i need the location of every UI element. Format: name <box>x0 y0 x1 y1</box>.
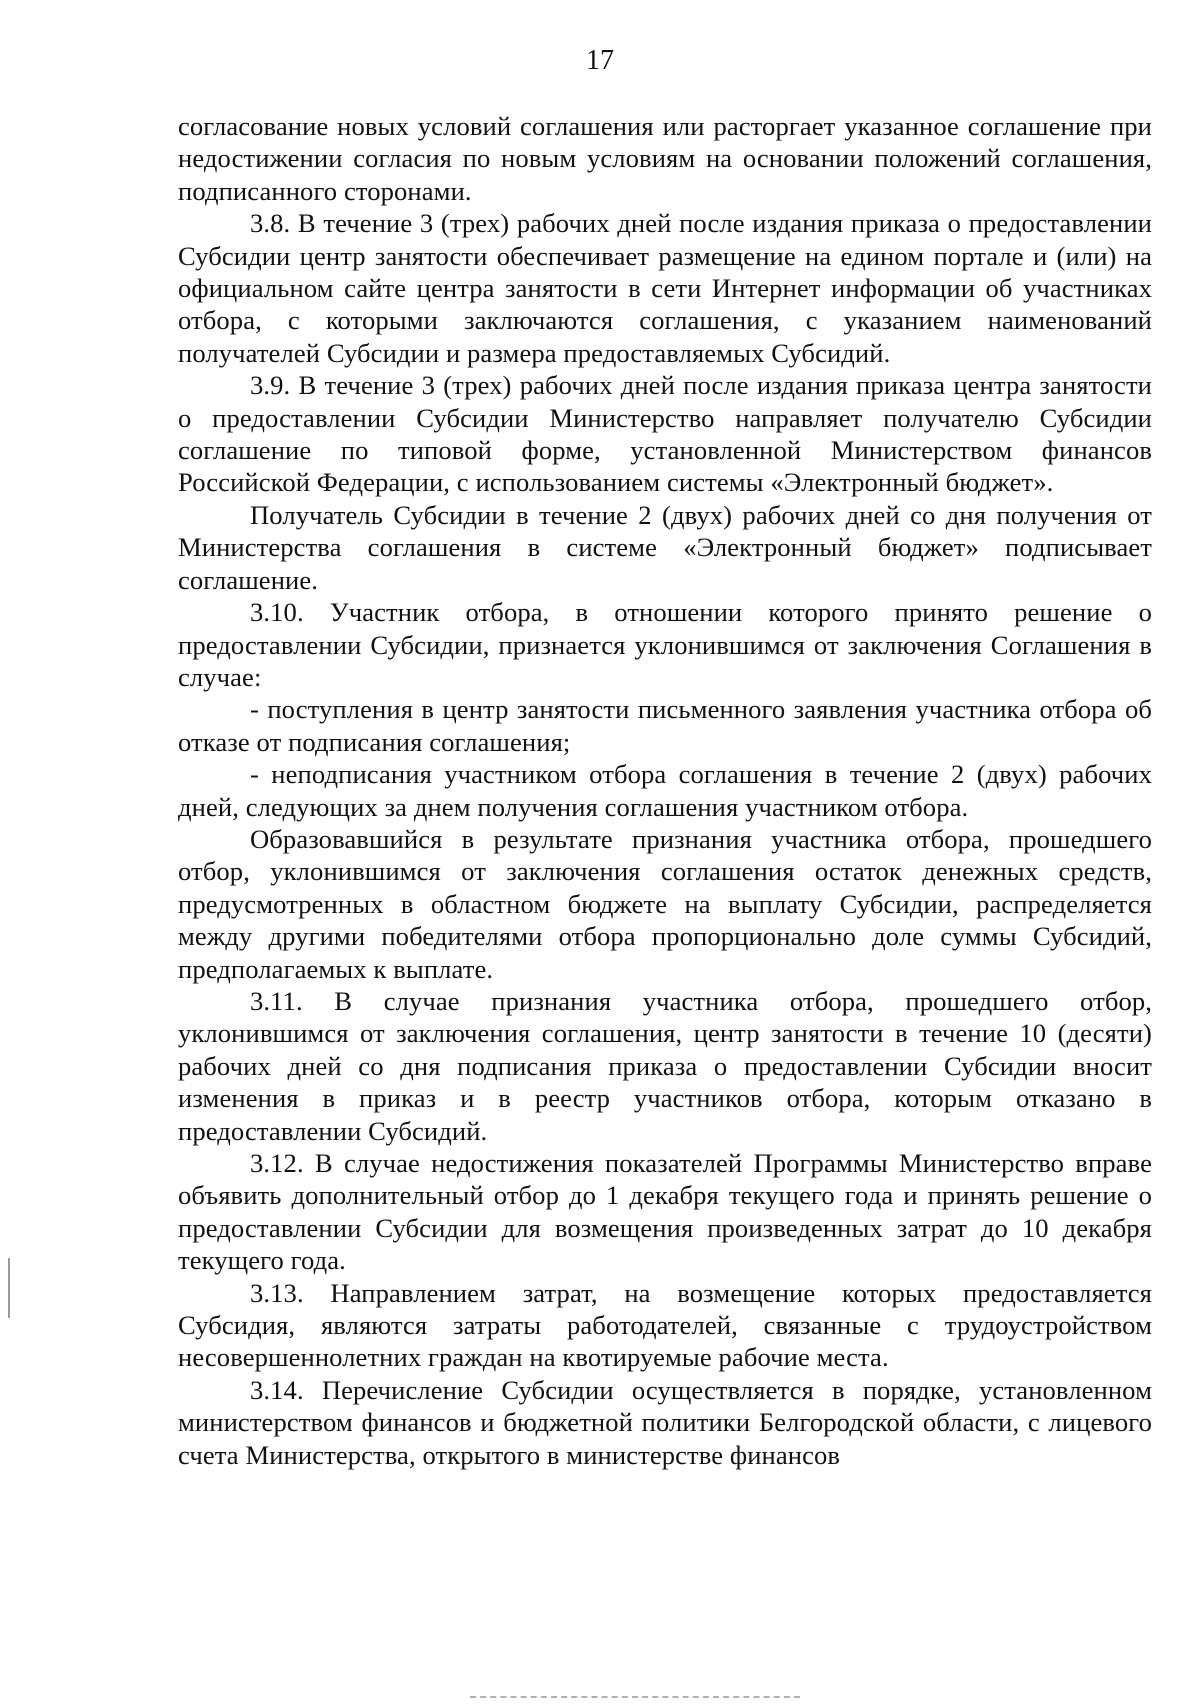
paragraph-3-12: 3.12. В случае недостижения показателей Программы Министерство вправе объявить дополнительный отбор до 1 декабря текущего года и принять решение о предоставлении Субсидии для возмещения произведенных затрат до 10 декабря текущего года. <box>178 1148 1152 1276</box>
paragraph-3-8: 3.8. В течение 3 (трех) рабочих дней после издания приказа о предоставлении Субсидии центр занятости обеспечивает размещение на едином портале и (или) на официальном сайте центра занятости в сети Интернет информации об участниках отбора, с которыми заключаются соглашения, с указанием наименований получателей Субсидии и размера предоставляемых Субсидий. <box>178 208 1152 368</box>
scan-edge-mark <box>8 1258 10 1318</box>
paragraph-3-14: 3.14. Перечисление Субсидии осуществляется в порядке, установленном министерством финансов и бюджетной политики Белгородской области, с лицевого счета Министерства, открытого в министерстве финансов <box>178 1374 1152 1470</box>
paragraph-recipient-signing: Получатель Субсидии в течение 2 (двух) рабочих дней со дня получения от Министерства соглашения в системе «Электронный бюджет» подписывает соглашение. <box>178 499 1152 595</box>
paragraph-3-11: 3.11. В случае признания участника отбора, прошедшего отбор, уклонившимся от заключения соглашения, центр занятости в течение 10 (десяти) рабочих дней со дня подписания приказа о предоставлении Субсидии вносит изменения в приказ и в реестр участников отбора, которым отказано в предоставлении Субсидий. <box>178 985 1152 1146</box>
list-item-non-signing: - неподписания участником отбора соглашения в течение 2 (двух) рабочих дней, следующих за днем получения соглашения участником отбора. <box>178 759 1152 822</box>
document-body <box>178 110 1152 1471</box>
paragraph-3-9: 3.9. В течение 3 (трех) рабочих дней после издания приказа центра занятости о предоставлении Субсидии Министерство направляет получателю Субсидии соглашение по типовой форме, установленной Министерством финансов Российской Федерации, с использованием системы «Электронный бюджет». <box>178 370 1152 498</box>
paragraph-continuation: согласование новых условий соглашения или расторгает указанное соглашение при недостижении согласия по новым условиям на основании положений соглашения, подписанного сторонами. <box>178 111 1152 206</box>
paragraph-funds-redistribution: Образовавшийся в результате признания участника отбора, прошедшего отбор, уклонившимся от заключения соглашения остаток денежных средств, предусмотренных в областном бюджете на выплату Субсидии, распределяется между другими победителями отбора пропорционально доле суммы Субсидий, предполагаемых к выплате. <box>178 823 1152 984</box>
paragraph-3-13: 3.13. Направлением затрат, на возмещение которых предоставляется Субсидия, являются затраты работодателей, связанные с трудоустройством несовершеннолетних граждан на квотируемые рабочие места. <box>178 1277 1152 1373</box>
list-item-refusal-letter: - поступления в центр занятости письменного заявления участника отбора об отказе от подписания соглашения; <box>178 694 1152 757</box>
page-number: 17 <box>586 45 614 76</box>
scan-bottom-artifact <box>470 1696 800 1701</box>
paragraph-3-10: 3.10. Участник отбора, в отношении которого принято решение о предоставлении Субсидии, признается уклонившимся от заключения Соглашения в случае: <box>178 597 1152 692</box>
